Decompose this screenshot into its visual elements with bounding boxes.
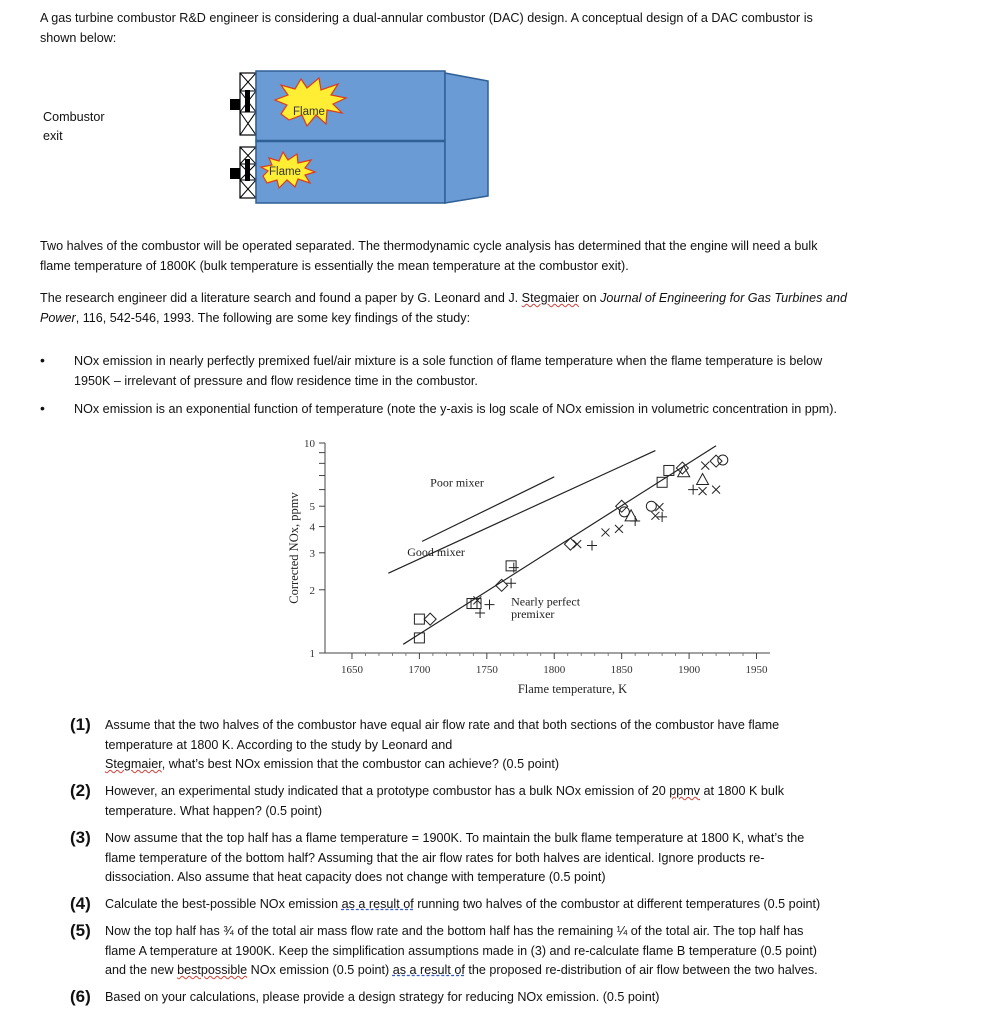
chart-annotation: Poor mixer	[430, 475, 484, 490]
intro-line-1: A gas turbine combustor R&D engineer is considering a dual-annular combustor (DAC) design. A conceptual design of a DAC combustor is	[40, 11, 813, 25]
nox-chart	[280, 430, 800, 700]
cross-marker	[601, 528, 609, 536]
x-tick-label: 1900	[678, 664, 701, 676]
bullet-item: NOx emission in nearly perfectly premixed fuel/air mixture is a sole function of flame temperature when the flame temperature is below 1950K – irrelevant of pressure and flow residence time in the combustor.	[74, 354, 823, 388]
y-axis-title: Corrected NOx, ppmv	[287, 492, 301, 604]
question-3: Now assume that the top half has a flame temperature = 1900K. To maintain the bulk flame temperature at 1800 K, what’s the flame temperature of the bottom half? Assuming that the air flow rates for both halves are identical. Ignore products re- dissociation. Also assume that heat capacity does not change with temperature (0.5 point)	[105, 831, 805, 884]
top-flame-label: Flame	[293, 106, 325, 118]
question-4: Calculate the best-possible NOx emission as a result of running two halves of the combustor at different temperatures (0.5 point)	[105, 897, 821, 911]
x-tick-label: 1750	[475, 664, 498, 676]
x-tick-label: 1850	[610, 664, 633, 676]
paragraph-operation: Two halves of the combustor will be operated separated. The thermodynamic cycle analysis has determined that the engine will need a bulk flame temperature of 1800K (bulk temperature is essentially the mean temperature at the combustor exit).	[40, 239, 818, 273]
cross-marker	[615, 525, 623, 533]
x-tick-label: 1650	[340, 664, 363, 676]
bullet-dot: •	[40, 400, 45, 416]
bullet-item: NOx emission is an exponential function of temperature (note the y-axis is log scale of NOx emission in volumetric concentration in ppm).	[74, 402, 837, 416]
paragraph-literature: The research engineer did a literature search and found a paper by G. Leonard and J. Stegmaier on Journal of Engineering for Gas Turbines and Power, 116, 542-546, 1993. The following are some key findings of the study:	[40, 291, 847, 325]
y-tick-label: 2	[309, 584, 315, 597]
diamond-marker	[424, 613, 436, 625]
triangle-marker	[697, 474, 709, 485]
chart-annotation: premixer	[511, 606, 555, 621]
question-number: (1)	[70, 715, 91, 734]
plus-marker	[506, 578, 516, 588]
top-combustor-half	[256, 71, 445, 141]
plus-marker	[630, 516, 640, 526]
question-2: However, an experimental study indicated that a prototype combustor has a bulk NOx emission of 20 ppmv at 1800 K bulk temperature. What happen? (0.5 point)	[105, 784, 785, 818]
cross-marker	[712, 486, 720, 494]
chart-annotation: Nearly perfect	[511, 594, 581, 609]
question-number: (5)	[70, 921, 91, 940]
question-number: (6)	[70, 987, 91, 1006]
plus-marker	[657, 512, 667, 522]
cross-marker	[701, 462, 709, 470]
intro-line-2: shown below:	[40, 30, 117, 45]
square-marker	[414, 614, 424, 624]
square-marker	[506, 561, 516, 571]
y-tick-label: 5	[309, 501, 315, 514]
circle-marker	[646, 501, 656, 511]
cross-marker	[573, 540, 581, 548]
question-5: Now the top half has ¾ of the total air mass flow rate and the bottom half has the remaining ¼ of the total air. The top half has flame A temperature at 1900K. Keep the simplification assumptions made in (3) and re-calculate flame B temperature (0.5 point) and the new bestpossible NOx emission (0.5 point) as a result of the proposed re-distribution of air flow between the two halves.	[105, 924, 818, 977]
diamond-marker	[710, 455, 722, 467]
question-1: Assume that the two halves of the combustor have equal air flow rate and that both sections of the combustor have flame temperature at 1800 K. According to the study by Leonard and Stegmaier, what’s best NOx emission that the combustor can achieve? (0.5 point)	[105, 718, 780, 771]
y-tick-label: 1	[309, 648, 315, 660]
plus-marker	[475, 608, 485, 618]
circle-marker	[718, 455, 728, 465]
y-tick-label: 10	[304, 438, 315, 450]
question-number: (4)	[70, 894, 91, 913]
cross-marker	[651, 512, 659, 520]
question-number: (2)	[70, 781, 91, 800]
chart-annotation: Good mixer	[407, 544, 465, 559]
y-tick-label: 3	[309, 547, 315, 560]
question-number: (3)	[70, 828, 91, 847]
y-tick-label: 4	[309, 521, 315, 534]
cross-marker	[699, 487, 707, 495]
diamond-marker	[564, 538, 576, 550]
plus-marker	[485, 600, 495, 610]
combustor-exit-label: Combustor exit	[43, 110, 105, 143]
x-tick-label: 1800	[543, 664, 566, 676]
question-6: Based on your calculations, please provide a design strategy for reducing NOx emission. (0.5 point)	[105, 990, 660, 1004]
x-axis-title: Flame temperature, K	[517, 682, 628, 696]
chart-axes	[287, 438, 770, 696]
plus-marker	[688, 485, 698, 495]
intro-paragraph	[40, 9, 940, 48]
x-tick-label: 1700	[408, 664, 431, 676]
combustor-diagram	[225, 68, 490, 210]
combustor-exit-nozzle	[445, 73, 488, 203]
bullet-dot: •	[40, 352, 45, 368]
plus-marker	[587, 541, 597, 551]
x-tick-label: 1950	[745, 664, 768, 676]
bottom-flame-label: Flame	[269, 166, 301, 178]
